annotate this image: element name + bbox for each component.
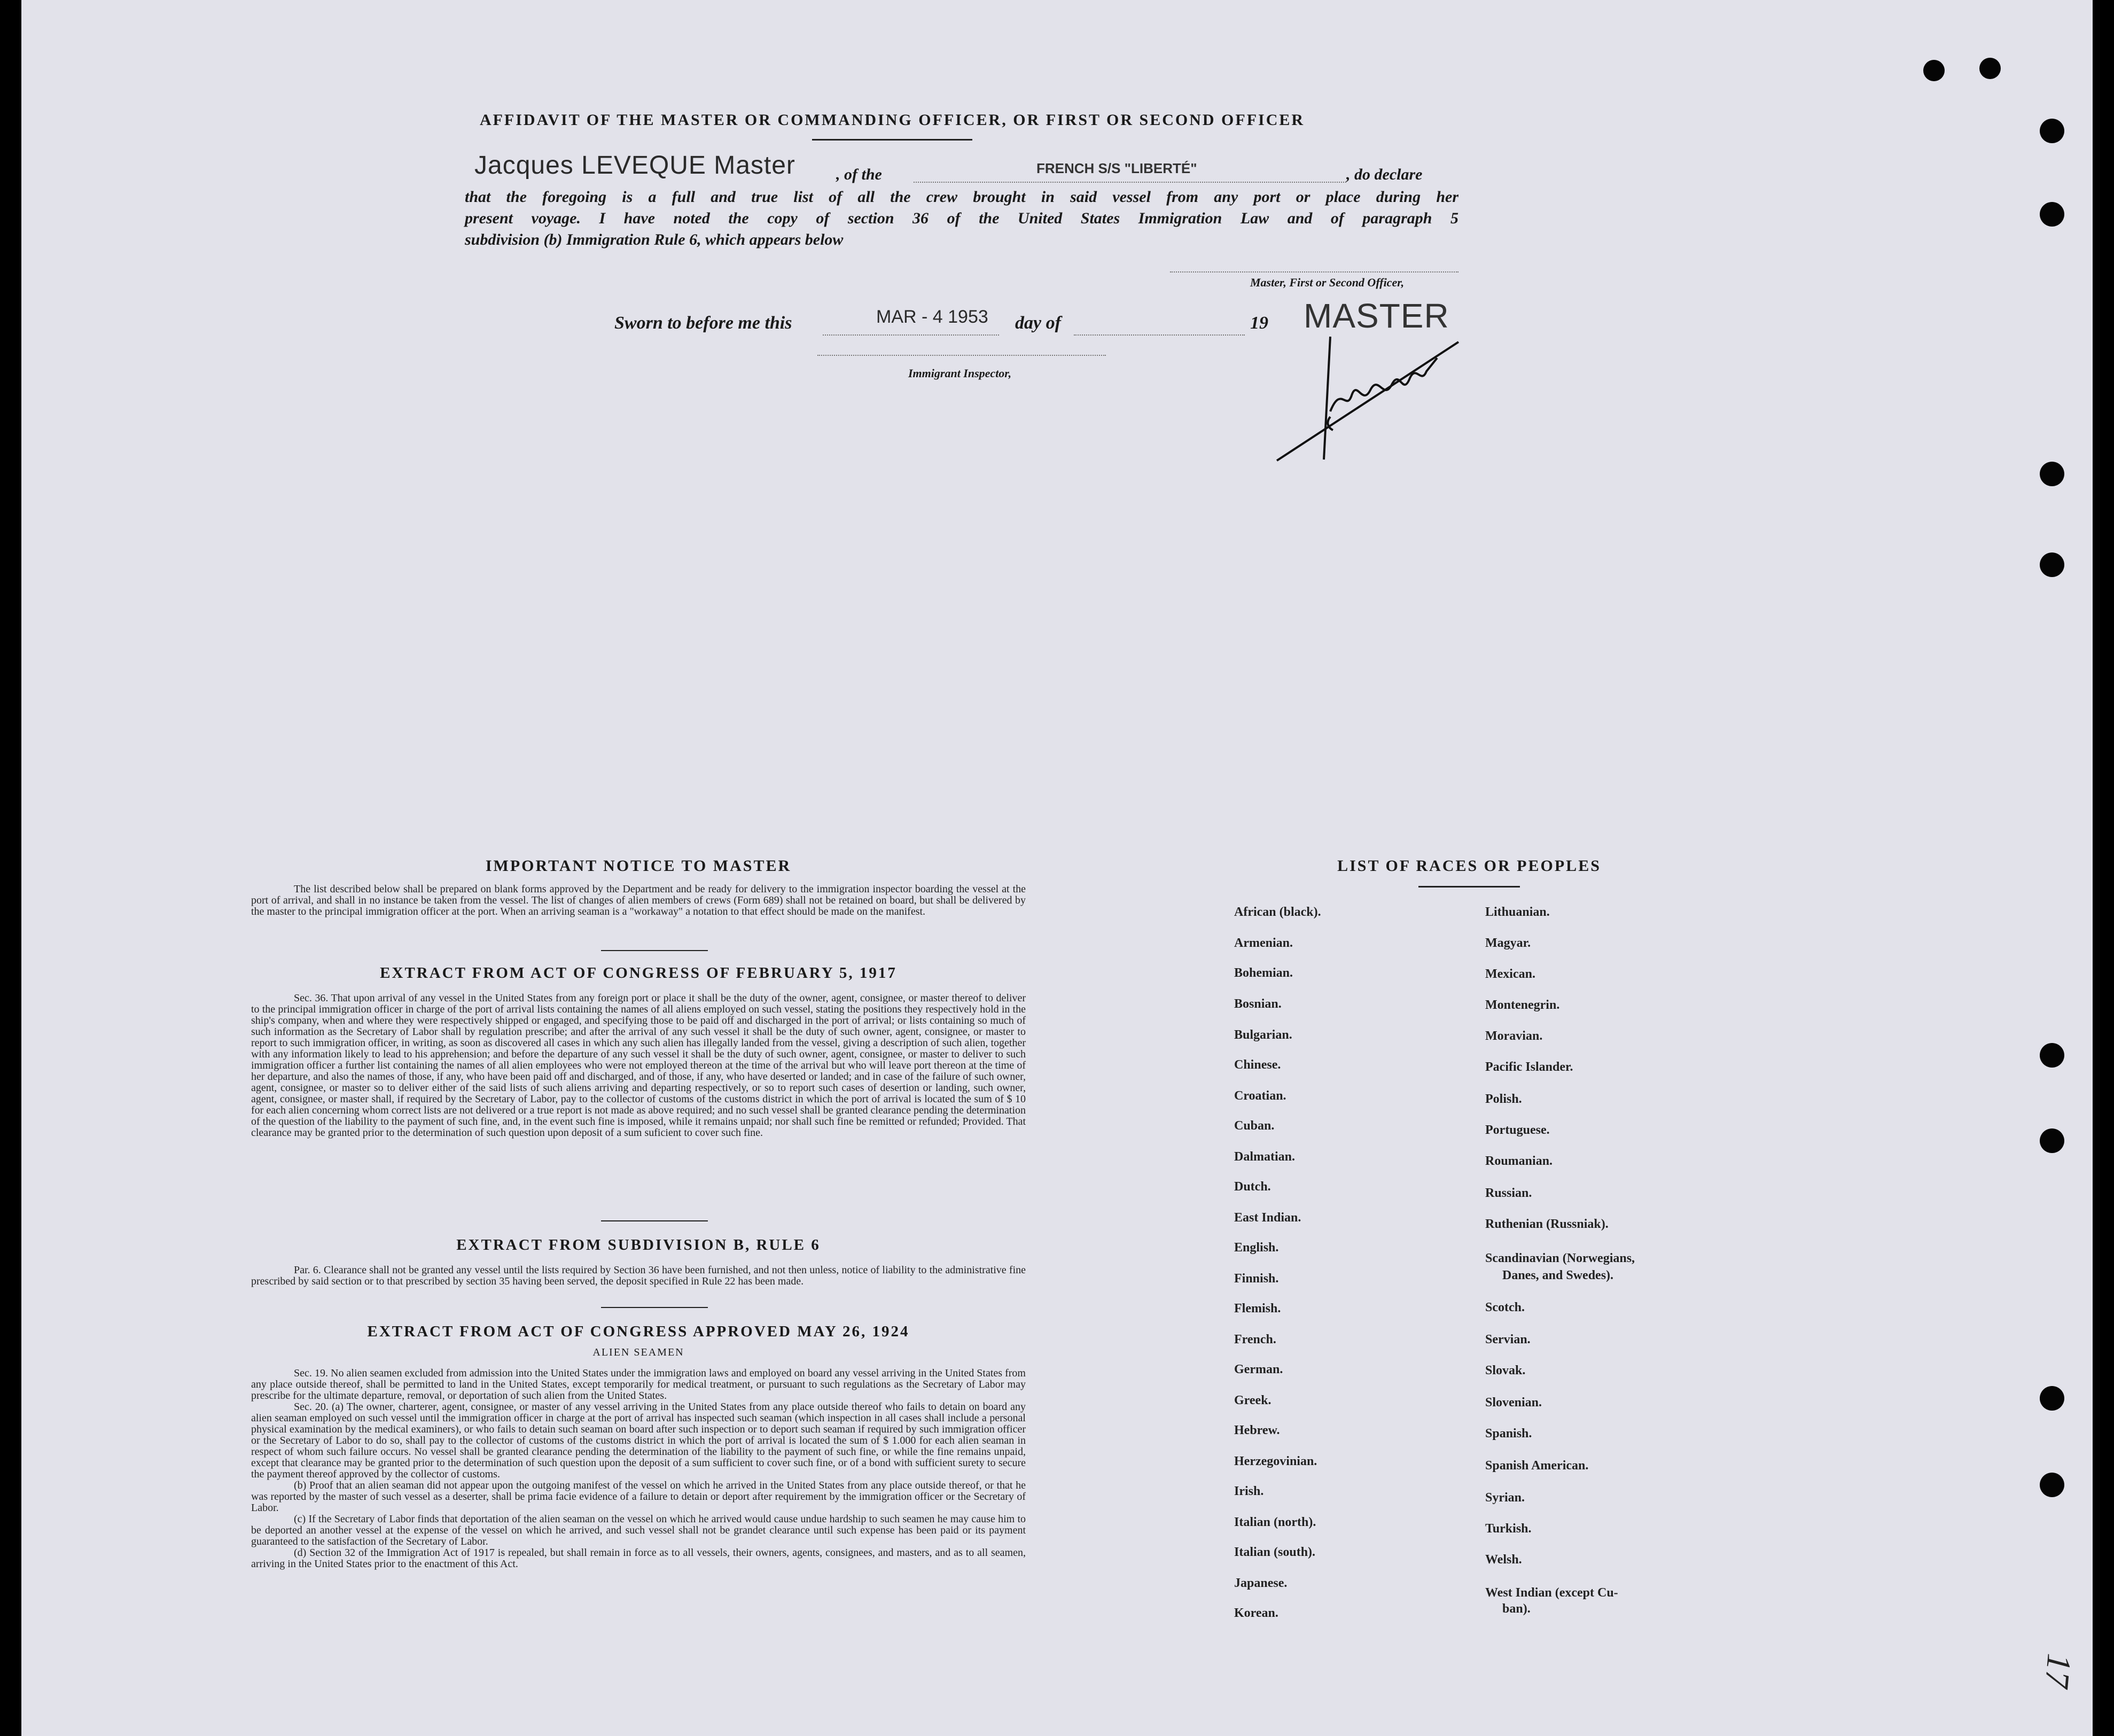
race-item: Moravian. xyxy=(1485,1029,1543,1043)
race-item: Spanish American. xyxy=(1485,1459,1589,1473)
race-item: Spanish. xyxy=(1485,1427,1532,1441)
sec-20a-paragraph: Sec. 20. (a) The owner, charterer, agent, consignee, or master of any vessel arriving in the United States from any place outside thereof who fails to detain on board any alien seaman employed on such vessel until the immigration officer in charge at the port of arrival has inspected such seaman (which inspection in all cases shall include a personal physical examination by the medical examiners), or who fails to detain such seaman on board after such inspection or to deport such seaman if required by such immigration officer or the Secretary of Labor to do so, shall pay to the collector of customs of the customs district in which the port of arrival is located the sum of $ 1.000 for each alien seaman in respect of whom such failure occurs. No vessel shall be granted clearance pending the determination of the liability to the payment of such fine, or while the fine remains unpaid, except that clearance may be granted prior to the determination of such question upon the deposit of a sum sufficient to cover such fine, or of a bond with sufficient surety to secure the payment thereof approved by the collector of customs. xyxy=(251,1401,1026,1480)
race-item: German. xyxy=(1234,1363,1283,1376)
master-stamp: MASTER xyxy=(1304,297,1449,335)
binder-hole xyxy=(1979,58,2001,79)
race-item: Hebrew. xyxy=(1234,1423,1280,1437)
divider xyxy=(812,139,972,141)
race-item: English. xyxy=(1234,1241,1279,1255)
race-item: Dalmatian. xyxy=(1234,1150,1295,1164)
do-declare-label: , do declare xyxy=(1346,166,1423,183)
race-item: Lithuanian. xyxy=(1485,905,1550,919)
binder-hole xyxy=(2040,552,2064,577)
race-item: Dutch. xyxy=(1234,1180,1271,1194)
race-item: Flemish. xyxy=(1234,1302,1281,1315)
race-item: Roumanian. xyxy=(1485,1154,1553,1168)
declaration-line-1: that the foregoing is a full and true list of all the crew brought in said vessel from any port or place during her xyxy=(465,188,1458,206)
race-item: Korean. xyxy=(1234,1606,1278,1620)
race-item: East Indian. xyxy=(1234,1211,1301,1225)
binder-hole xyxy=(2040,462,2064,486)
sec-19-paragraph: Sec. 19. No alien seamen excluded from admission into the United States under the immigration laws and employed on board any vessel arriving in the United States from any place outside thereof, shall be permitted to land in the United States, except temporarily for medical treatment, or pursuant to such regulations as the Secretary of Labor may prescribe for the ultimate departure, removal, or deportation of such alien from the United States. xyxy=(251,1367,1026,1402)
binder-hole xyxy=(2040,202,2064,227)
month-line xyxy=(1074,334,1245,336)
notice-body: The list described below shall be prepared on blank forms approved by the Department and be ready for delivery to the immigration inspector boarding the vessel at the port of arrival, and shall in no instance be taken from the vessel. The list of changes of alien members of crews (Form 689) shall not be retained on board, but shall be delivered by the master to the principal immigration officer at the port. When an arriving seaman is a "workaway" a notation to that effect should be made on the manifest. xyxy=(251,883,1026,917)
race-item: Cuban. xyxy=(1234,1119,1275,1133)
vessel-name: FRENCH S/S "LIBERTÉ" xyxy=(1036,160,1197,176)
race-item: Russian. xyxy=(1485,1186,1532,1200)
extract-1917-title: EXTRACT FROM ACT OF CONGRESS OF FEBRUARY 5, 1917 xyxy=(380,964,897,982)
of-the-label: , of the xyxy=(836,166,882,183)
sec-20c-paragraph: (c) If the Secretary of Labor finds that deportation of the alien seaman on the vessel on which he arrived would cause undue hardship to such seamen he may cause him to be deported an another vessel at the expense of the vessel on which he arrived, and such vessel shall not be grandet clearance until such expense has been paid or its payment guaranteed to the satisfaction of the Secretary of Labor. xyxy=(251,1513,1026,1547)
race-item: ban). xyxy=(1502,1602,1531,1616)
race-item: Herzegovinian. xyxy=(1234,1454,1317,1468)
race-item: Armenian. xyxy=(1234,936,1293,950)
binder-hole xyxy=(1923,60,1945,81)
notice-title: IMPORTANT NOTICE TO MASTER xyxy=(485,857,792,875)
document-page xyxy=(21,0,2093,1736)
declaration-line-3: subdivision (b) Immigration Rule 6, which appears below xyxy=(465,231,844,248)
divider xyxy=(601,1220,708,1221)
race-item: Welsh. xyxy=(1485,1553,1522,1567)
binder-hole xyxy=(2040,1473,2064,1497)
races-title: LIST OF RACES OR PEOPLES xyxy=(1337,857,1601,875)
race-item: Finnish. xyxy=(1234,1272,1279,1286)
sworn-label: Sworn to before me this xyxy=(614,313,792,333)
race-item: Greek. xyxy=(1234,1394,1271,1407)
race-item: African (black). xyxy=(1234,905,1321,919)
race-item: Portuguese. xyxy=(1485,1123,1550,1137)
race-item: Mexican. xyxy=(1485,967,1535,981)
date-line xyxy=(823,334,999,336)
race-item: Pacific Islander. xyxy=(1485,1060,1573,1074)
race-item: Servian. xyxy=(1485,1333,1531,1346)
race-item: Magyar. xyxy=(1485,936,1531,950)
divider xyxy=(601,950,708,951)
date-stamp: MAR - 4 1953 xyxy=(876,307,988,327)
signature-line xyxy=(1170,271,1458,273)
officer-label: Master, First or Second Officer, xyxy=(1250,276,1405,289)
divider xyxy=(1418,886,1520,888)
race-item: Scandinavian (Norwegians, xyxy=(1485,1251,1635,1265)
race-item: Croatian. xyxy=(1234,1089,1286,1103)
extract-1924-body xyxy=(251,1368,1026,1570)
year-prefix: 19 xyxy=(1250,313,1268,333)
signature-image xyxy=(1266,321,1480,465)
race-item: Turkish. xyxy=(1485,1522,1532,1536)
race-item: Japanese. xyxy=(1234,1576,1288,1590)
sec-20b-paragraph: (b) Proof that an alien seaman did not appear upon the outgoing manifest of the vessel on which he arrived in the United States from any place outside thereof, or that he was reported by the master of such vessel as a deserter, shall be prima facie evidence of a failure to detain or deport after requirement by the immigration officer or the Secretary of Labor. xyxy=(251,1480,1026,1514)
divider xyxy=(601,1307,708,1308)
declarant-name: Jacques LEVEQUE Master xyxy=(474,151,795,180)
race-item: French. xyxy=(1234,1333,1276,1346)
race-item: Italian (north). xyxy=(1234,1515,1316,1529)
race-item: Danes, and Swedes). xyxy=(1502,1268,1614,1282)
rule6-title: EXTRACT FROM SUBDIVISION B, RULE 6 xyxy=(456,1236,821,1254)
race-item: Chinese. xyxy=(1234,1058,1281,1072)
race-item: Polish. xyxy=(1485,1092,1522,1106)
sec-20d-paragraph: (d) Section 32 of the Immigration Act of 1917 is repealed, but shall remain in force as to all vessels, their owners, agents, consignees, and masters, and as to all seamen, arriving in the United States prior to the enactment of this Act. xyxy=(251,1547,1026,1570)
binder-hole xyxy=(2040,1386,2064,1411)
race-item: Ruthenian (Russniak). xyxy=(1485,1217,1609,1231)
day-of-label: day of xyxy=(1015,313,1061,333)
race-item: Slovak. xyxy=(1485,1364,1526,1377)
race-item: Bosnian. xyxy=(1234,997,1282,1011)
race-item: Italian (south). xyxy=(1234,1545,1316,1559)
inspector-line xyxy=(817,355,1106,356)
extract-1917-body: Sec. 36. That upon arrival of any vessel in the United States from any foreign port or place it shall be the duty of the owner, agent, consignee, or master thereof to deliver to the principal immigration officer in charge of the port of arrival lists containing the names of all aliens employed on such vessel, stating the positions they respectively hold in the ship's company, when and where they were respectively shipped or engaged, and specifying those to be paid off and discharged in the port of arrival; or lists containing so much of such information as the Secretary of Labor shall by regulation prescribe; and after the arrival of any such vessel it shall be the duty of such owner, agent, consignee, or master to report to such immigration officer, in writing, as soon as discovered all cases in which any such alien has illegally landed from the vessel, giving a description of such alien, together with any information likely to lead to his apprehension; and before the departure of any such vessel it shall be the duty of such owner, agent, consignee, or master to deliver to such immigration officer a further list containing the names of all alien employees who were not employed thereon at the time of the arrival but who will leave port thereon at the time of her departure, and also the names of those, if any, who have been paid off and discharged, and of those, if any, who have deserted or landed; and in case of the failure of such owner, agent, consignee, or master so to deliver either of the said lists of such aliens arriving and departing respectively, or so to report such cases of desertion or landing, such owner, agent, consignee, or master shall, if required by the Secretary of Labor, pay to the collector of customs of the customs district in which the port of arrival is located the sum of $ 10 for each alien concerning whom correct lists are not delivered or a true report is not made as above required; and no such vessel shall be granted clearance pending the determination of the question of the liability to the payment of such fine, and, in the event such fine is imposed, while it remains unpaid; nor shall such fine be remitted or refunded; Provided. That clearance may be granted prior to the determination of such question upon deposit of a sum suficient to cover such fine. xyxy=(251,992,1026,1139)
page-mark: 17 xyxy=(2038,1652,2079,1690)
race-item: Slovenian. xyxy=(1485,1396,1542,1410)
race-item: Montenegrin. xyxy=(1485,998,1560,1012)
declaration-line-2: present voyage. I have noted the copy of section 36 of the United States Immigration Law and of paragraph 5 xyxy=(465,209,1458,227)
inspector-label: Immigrant Inspector, xyxy=(908,367,1012,380)
binder-hole xyxy=(2040,1043,2064,1068)
race-item: Scotch. xyxy=(1485,1301,1525,1314)
race-item: Bohemian. xyxy=(1234,966,1293,980)
rule6-body: Par. 6. Clearance shall not be granted any vessel until the lists required by Section 36 have been furnished, and not then unless, notice of liability to the administrative fine prescribed by said section or to that prescribed by section 35 having been served, the deposit specified in Rule 22 has been made. xyxy=(251,1264,1026,1287)
binder-hole xyxy=(2040,119,2064,143)
race-item: Irish. xyxy=(1234,1484,1264,1498)
race-item: Bulgarian. xyxy=(1234,1028,1292,1042)
race-item: Syrian. xyxy=(1485,1491,1525,1505)
extract-1924-title: EXTRACT FROM ACT OF CONGRESS APPROVED MAY 26, 1924 xyxy=(367,1323,910,1340)
binder-hole xyxy=(2040,1128,2064,1153)
race-item: West Indian (except Cu- xyxy=(1485,1586,1618,1600)
affidavit-title: AFFIDAVIT OF THE MASTER OR COMMANDING OFFICER, OR FIRST OR SECOND OFFICER xyxy=(479,111,1305,129)
extract-1924-subtitle: ALIEN SEAMEN xyxy=(592,1346,684,1358)
vessel-line xyxy=(914,182,1346,183)
